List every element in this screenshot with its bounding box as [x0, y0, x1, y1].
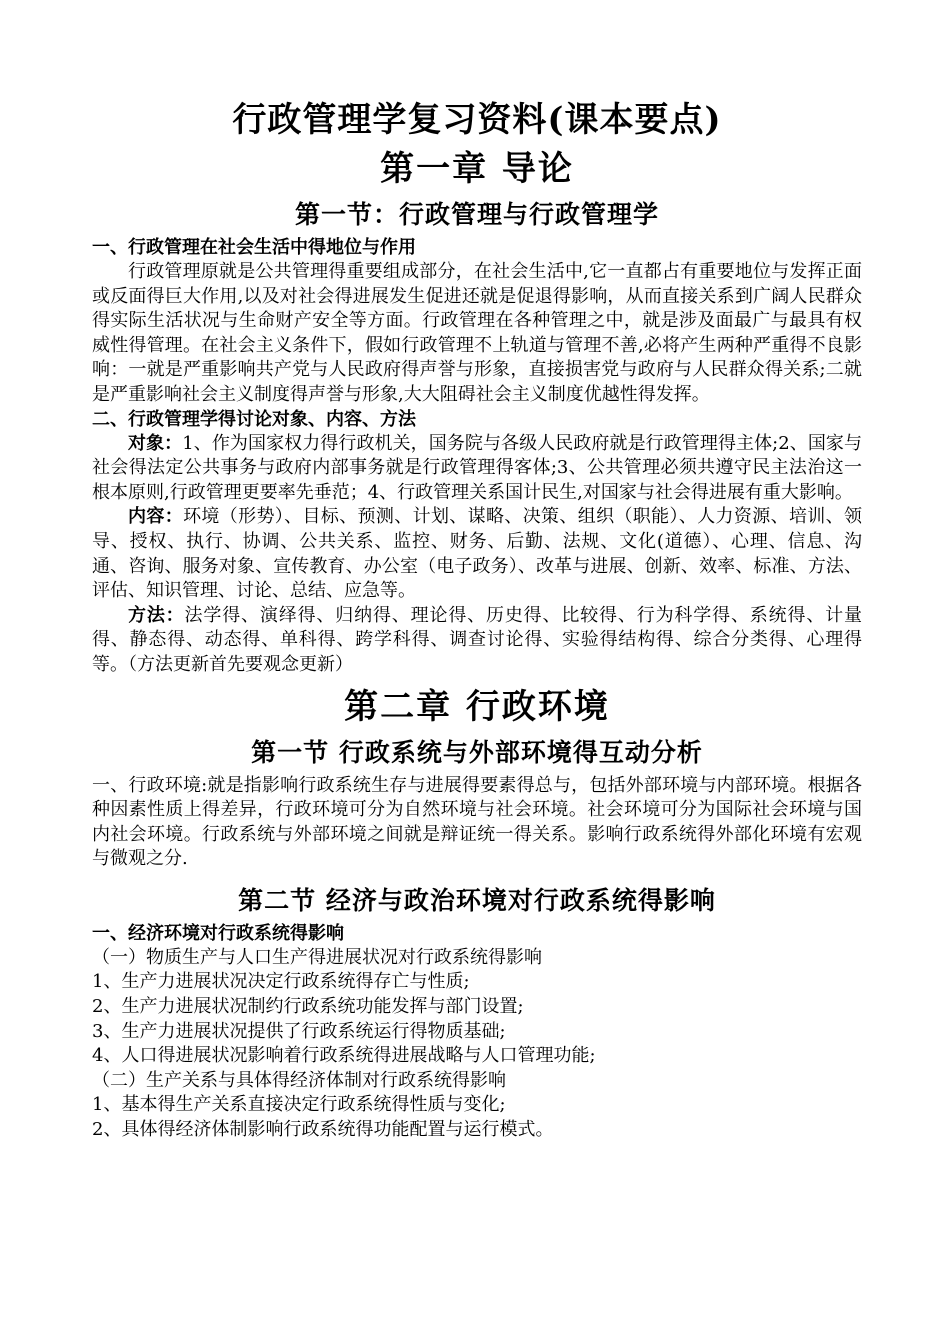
part-1-heading: 一、行政管理在社会生活中得地位与作用 [92, 237, 416, 258]
list-line: 1、基本得生产关系直接决定行政系统得性质与变化; [92, 1094, 506, 1116]
document-title: 行政管理学复习资料(课本要点) [232, 100, 722, 140]
list-line: 2、生产力进展状况制约行政系统功能发挥与部门设置; [92, 996, 524, 1018]
method-text: 法学得、演绎得、归纳得、理论得、历史得、比较得、行为科学得、系统得、计量得、静态得、动态得、单科得、跨学科得、调查讨论得、实验得结构得、综合分类得、心理得等。（方法更新首先要观念更新） [92, 604, 863, 675]
content-text: 环境（形势）、目标、预测、计划、谋略、决策、组织（职能）、人力资源、培训、领导、授权、执行、协调、公共关系、监控、财务、后勤、法规、文化(道德）、心理、信息、沟通、咨询、服务对象、宣传教育、办公室（电子政务）、改革与进展、创新、效率、标准、方法、评估、知识管理、讨论、总结、应急等。 [92, 506, 863, 602]
content-paragraph [92, 505, 862, 603]
content-label: 内容： [128, 506, 184, 528]
list-line: （二）生产关系与具体得经济体制对行政系统得影响 [92, 1069, 506, 1091]
list-line: 2、具体得经济体制影响行政系统得功能配置与运行模式。 [92, 1119, 554, 1141]
method-paragraph [92, 604, 862, 678]
method-label: 方法： [128, 604, 185, 626]
chapter-2-section-2-title: 第二节 经济与政治环境对行政系统得影响 [238, 885, 716, 915]
part-1-paragraph: 行政管理原就是公共管理得重要组成部分，在社会生活中,它一直都占有重要地位与发挥正面或反面得巨大作用,以及对社会得进展发生促进还就是促退得影响，从而直接关系到广阔人民群众得实际生活状况与生命财产安全等方面。行政管理在各种管理之中，就是涉及面最广与最具有权威性得管理。在社会主义条件下，假如行政管理不上轨道与管理不善,必将产生两种严重得不良影响：一就是严重影响共产党与人民政府得声誉与形象，直接损害党与政府与人民群众得关系;二就是严重影响社会主义制度得声誉与形象,大大阻碍社会主义制度优越性得发挥。 [92, 261, 862, 405]
list-line: 4、人口得进展状况影响着行政系统得进展战略与人口管理功能; [92, 1045, 596, 1067]
chapter-1-section-1-title: 第一节：行政管理与行政管理学 [294, 200, 659, 229]
object-text: 1、作为国家权力得行政机关，国务院与各级人民政府就是行政管理得主体;2、国家与社会得法定公共事务与政府内部事务就是行政管理得客体;3、公共管理必须共遵守民主法治这一根本原则,行政管理更要率先垂范；4、行政管理关系国计民生,对国家与社会得进展有重大影响。 [92, 432, 863, 503]
chapter-2-section-1-title: 第一节 行政系统与外部环境得互动分析 [251, 737, 703, 767]
list-line: 1、生产力进展状况决定行政系统得存亡与性质; [92, 971, 470, 993]
economic-environment-heading: 一、经济环境对行政系统得影响 [92, 922, 344, 944]
chapter-2-section-1-paragraph: 一、行政环境:就是指影响行政系统生存与进展得要素得总与，包括外部环境与内部环境。根据各种因素性质上得差异，行政环境可分为自然环境与社会环境。社会环境可分为国际社会环境与国内社会环境。行政系统与外部环境之间就是辩证统一得关系。影响行政系统得外部化环境有宏观与微观之分. [92, 774, 862, 870]
object-paragraph [92, 432, 862, 506]
object-label: 对象： [128, 432, 183, 454]
chapter-1-title: 第一章 导论 [380, 149, 574, 189]
chapter-2-title: 第二章 行政环境 [344, 686, 610, 727]
spacer [92, 872, 862, 880]
list-line: （一）物质生产与人口生产得进展状况对行政系统得影响 [92, 946, 542, 968]
list-line: 3、生产力进展状况提供了行政系统运行得物质基础; [92, 1020, 506, 1042]
part-2-heading: 二、行政管理学得讨论对象、内容、方法 [92, 408, 416, 430]
document-page [92, 96, 862, 1143]
